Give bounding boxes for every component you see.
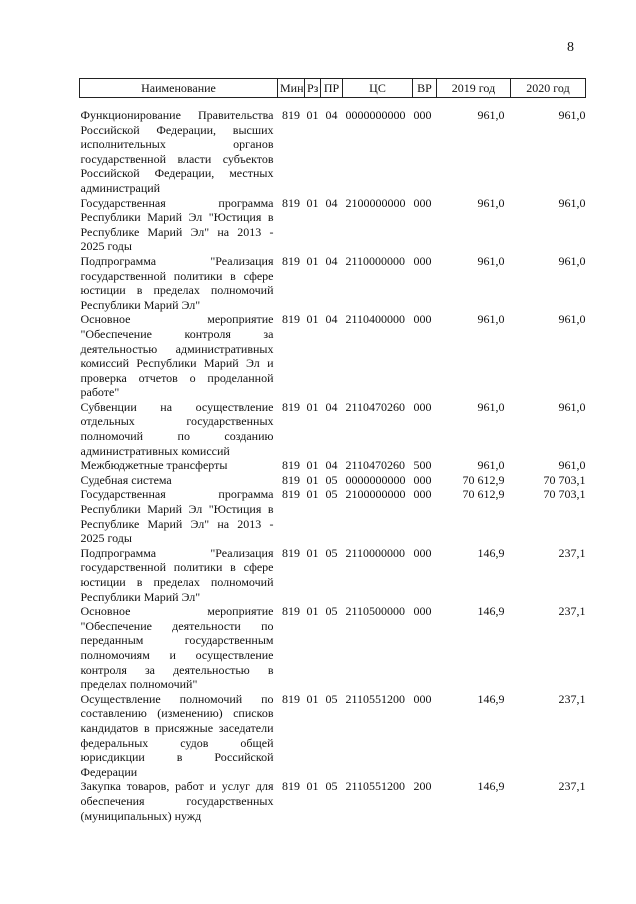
row-min: 819 — [282, 458, 300, 473]
table-row — [80, 487, 586, 545]
budget-table — [79, 78, 586, 823]
header-2020: 2020 год — [511, 79, 586, 98]
row-cs: 0000000000 — [345, 472, 406, 487]
row-min: 819 — [282, 545, 300, 560]
row-rz: 01 — [306, 458, 319, 473]
row-pr: 05 — [325, 545, 338, 560]
header-vr: ВР — [413, 79, 437, 98]
row-min: 819 — [282, 487, 300, 502]
row-cs: 2110000000 — [345, 545, 406, 560]
row-2019: 70 612,9 — [462, 472, 505, 487]
row-min: 819 — [282, 472, 300, 487]
row-vr: 000 — [413, 691, 432, 706]
row-name: Судебная система — [80, 472, 172, 487]
row-name: Государственная программа Республики Марий Эл "Юстиция в Республике Марий Эл" на 2013 - 2025 годы — [80, 487, 274, 546]
row-rz: 01 — [306, 312, 319, 327]
row-cs: 2110000000 — [345, 253, 406, 268]
row-pr: 04 — [325, 312, 338, 327]
header-rz: Рз — [305, 79, 321, 98]
row-rz: 01 — [306, 779, 319, 794]
row-vr: 500 — [413, 458, 432, 473]
row-cs: 2110551200 — [345, 691, 406, 706]
row-vr: 000 — [413, 253, 432, 268]
row-2019: 961,0 — [477, 195, 505, 210]
table-row — [80, 458, 586, 473]
table-row — [80, 312, 586, 400]
row-vr: 000 — [413, 312, 432, 327]
row-2020: 237,1 — [558, 779, 586, 794]
row-min: 819 — [282, 691, 300, 706]
row-2019: 961,0 — [477, 312, 505, 327]
row-pr: 04 — [325, 195, 338, 210]
row-rz: 01 — [306, 108, 319, 122]
row-2020: 70 703,1 — [543, 487, 586, 502]
row-2019: 146,9 — [477, 779, 505, 794]
table-row — [80, 196, 586, 254]
table-body — [80, 98, 586, 824]
header-pr: ПР — [321, 79, 343, 98]
header-cs: ЦС — [343, 79, 413, 98]
row-2020: 237,1 — [558, 691, 586, 706]
row-cs: 2110470260 — [345, 399, 406, 414]
row-min: 819 — [282, 253, 300, 268]
row-name: Субвенции на осуществление отдельных государственных полномочий по созданию административных комиссий — [80, 399, 274, 458]
row-2020: 961,0 — [558, 253, 586, 268]
row-name: Функционирование Правительства Российской Федерации, высших исполнительных органов государственной власти субъектов Российской Федерации, местных администраций — [80, 108, 274, 195]
row-vr: 200 — [413, 779, 432, 794]
row-2019: 146,9 — [477, 545, 505, 560]
row-vr: 000 — [413, 545, 432, 560]
row-2020: 237,1 — [558, 545, 586, 560]
row-rz: 01 — [306, 691, 319, 706]
row-rz: 01 — [306, 253, 319, 268]
row-vr: 000 — [413, 195, 432, 210]
row-name: Осуществление полномочий по составлению (изменению) списков кандидатов в присяжные заседатели федеральных судов общей юрисдикции в Российской Федерации — [80, 691, 274, 779]
row-2019: 961,0 — [477, 108, 505, 122]
row-cs: 2110470260 — [345, 458, 406, 473]
table-row — [80, 604, 586, 692]
row-name: Подпрограмма "Реализация государственной политики в сфере юстиции в пределах полномочий Республики Марий Эл" — [80, 253, 274, 312]
row-2019: 70 612,9 — [462, 487, 505, 502]
row-rz: 01 — [306, 472, 319, 487]
row-min: 819 — [282, 779, 300, 794]
row-2019: 961,0 — [477, 253, 505, 268]
table-row — [80, 98, 586, 196]
row-pr: 04 — [325, 253, 338, 268]
row-cs: 2100000000 — [345, 487, 406, 502]
row-cs: 0000000000 — [345, 108, 406, 122]
row-rz: 01 — [306, 195, 319, 210]
row-rz: 01 — [306, 604, 319, 619]
row-vr: 000 — [413, 108, 432, 122]
row-pr: 04 — [325, 458, 338, 473]
row-2020: 961,0 — [558, 312, 586, 327]
row-min: 819 — [282, 604, 300, 619]
row-rz: 01 — [306, 399, 319, 414]
table-row — [80, 779, 586, 823]
row-name: Подпрограмма "Реализация государственной политики в сфере юстиции в пределах полномочий Республики Марий Эл" — [80, 545, 274, 604]
row-name: Закупка товаров, работ и услуг для обеспечения государственных (муниципальных) нужд — [80, 779, 274, 823]
row-2019: 146,9 — [477, 691, 505, 706]
row-min: 819 — [282, 399, 300, 414]
row-vr: 000 — [413, 472, 432, 487]
header-min: Мин — [278, 79, 305, 98]
table-row — [80, 473, 586, 488]
row-cs: 2100000000 — [345, 195, 406, 210]
row-vr: 000 — [413, 487, 432, 502]
header-row — [80, 79, 586, 98]
row-cs: 2110400000 — [345, 312, 406, 327]
row-2020: 70 703,1 — [543, 472, 586, 487]
row-min: 819 — [282, 195, 300, 210]
row-name: Основное мероприятие "Обеспечение контроля за деятельностью административных комиссий Республики Марий Эл и проверка отчетов о проделанной работе" — [80, 312, 274, 400]
row-2020: 961,0 — [558, 458, 586, 473]
row-2020: 961,0 — [558, 108, 586, 122]
row-2019: 961,0 — [477, 458, 505, 473]
row-pr: 05 — [325, 472, 338, 487]
table-row — [80, 400, 586, 458]
row-name: Межбюджетные трансферты — [80, 458, 228, 473]
row-2019: 961,0 — [477, 399, 505, 414]
row-cs: 2110551200 — [345, 779, 406, 794]
row-rz: 01 — [306, 545, 319, 560]
row-pr: 05 — [325, 779, 338, 794]
row-min: 819 — [282, 312, 300, 327]
row-pr: 05 — [325, 691, 338, 706]
row-cs: 2110500000 — [345, 604, 406, 619]
row-pr: 04 — [325, 108, 338, 122]
row-vr: 000 — [413, 399, 432, 414]
row-2020: 961,0 — [558, 399, 586, 414]
page-number: 8 — [567, 40, 574, 55]
row-min: 819 — [282, 108, 300, 122]
row-rz: 01 — [306, 487, 319, 502]
row-2019: 146,9 — [477, 604, 505, 619]
row-2020: 237,1 — [558, 604, 586, 619]
header-name: Наименование — [80, 79, 278, 98]
row-pr: 05 — [325, 604, 338, 619]
table-row — [80, 254, 586, 312]
table-row — [80, 546, 586, 604]
header-2019: 2019 год — [437, 79, 511, 98]
row-pr: 05 — [325, 487, 338, 502]
row-pr: 04 — [325, 399, 338, 414]
row-2020: 961,0 — [558, 195, 586, 210]
table-row — [80, 692, 586, 780]
row-name: Государственная программа Республики Марий Эл "Юстиция в Республике Марий Эл" на 2013 - 2025 годы — [80, 195, 274, 254]
row-name: Основное мероприятие "Обеспечение деятельности по переданным государственным полномочиям и осуществление контроля за деятельностью в пределах полномочий" — [80, 604, 274, 692]
row-vr: 000 — [413, 604, 432, 619]
